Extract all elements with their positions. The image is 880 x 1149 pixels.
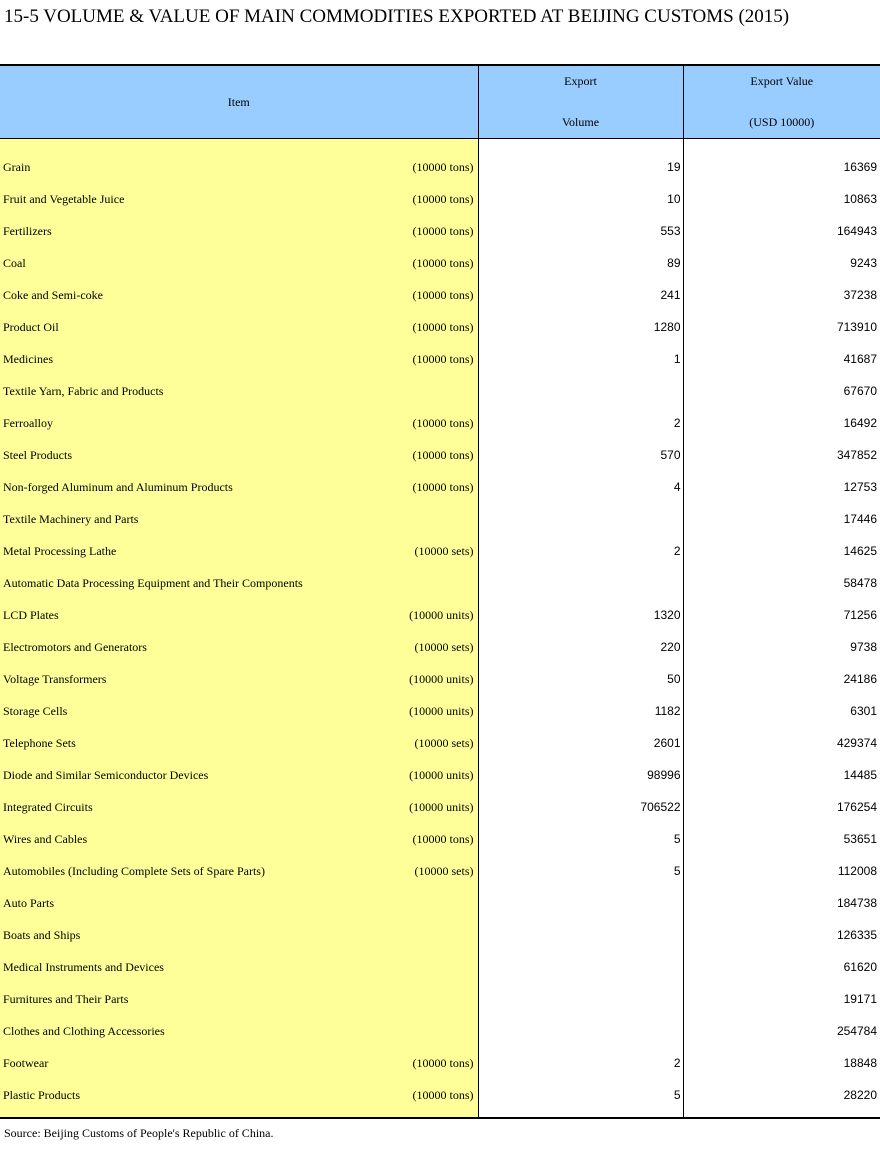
item-unit: (10000 tons): [412, 479, 474, 494]
table-body: [0, 139, 880, 1119]
item-unit: (10000 units): [409, 671, 474, 686]
table-row: [0, 791, 880, 823]
header-export-value: [683, 65, 880, 139]
item-name: Coke and Semi-coke: [3, 287, 103, 302]
export-volume-cell: [478, 503, 683, 535]
item-name: Fertilizers: [3, 223, 52, 238]
table-row: [0, 247, 880, 279]
item-name: LCD Plates: [3, 607, 59, 622]
header-value-line1: Export Value: [750, 74, 814, 88]
source-note: Source: Beijing Customs of People's Republic of China.: [4, 1126, 274, 1140]
item-unit: (10000 tons): [412, 255, 474, 270]
export-volume-cell: 1182: [478, 695, 683, 727]
item-name: Product Oil: [3, 319, 59, 334]
item-cell: [0, 759, 478, 791]
export-value-cell: 14625: [683, 535, 880, 567]
export-value-cell: 67670: [683, 375, 880, 407]
export-value-cell: 254784: [683, 1015, 880, 1047]
export-volume-cell: 1: [478, 343, 683, 375]
export-volume-cell: 5: [478, 823, 683, 855]
item-name: Metal Processing Lathe: [3, 543, 117, 558]
item-cell: [0, 887, 478, 919]
export-volume-cell: [478, 1015, 683, 1047]
item-name: Clothes and Clothing Accessories: [3, 1023, 165, 1038]
item-unit: (10000 tons): [412, 319, 474, 334]
item-cell: [0, 983, 478, 1015]
item-cell: [0, 503, 478, 535]
export-volume-cell: 50: [478, 663, 683, 695]
item-unit: (10000 units): [409, 767, 474, 782]
export-volume-cell: 570: [478, 439, 683, 471]
export-volume-cell: 98996: [478, 759, 683, 791]
export-volume-cell: [478, 887, 683, 919]
item-name: Telephone Sets: [3, 735, 76, 750]
table-row: [0, 139, 880, 184]
export-volume-cell: 4: [478, 471, 683, 503]
export-value-cell: 16492: [683, 407, 880, 439]
export-volume-cell: 1320: [478, 599, 683, 631]
item-name: Furnitures and Their Parts: [3, 991, 129, 1006]
export-value-cell: 184738: [683, 887, 880, 919]
item-cell: [0, 375, 478, 407]
export-volume-cell: 2601: [478, 727, 683, 759]
item-unit: (10000 units): [409, 703, 474, 718]
item-cell: [0, 695, 478, 727]
export-value-cell: 9243: [683, 247, 880, 279]
item-unit: (10000 tons): [412, 831, 474, 846]
item-name: Automobiles (Including Complete Sets of Spare Parts): [3, 863, 265, 878]
export-volume-cell: 1280: [478, 311, 683, 343]
export-value-cell: 126335: [683, 919, 880, 951]
item-unit: (10000 tons): [412, 159, 474, 174]
table-row: [0, 439, 880, 471]
header-item: Item: [0, 65, 478, 139]
item-cell: [0, 1079, 478, 1118]
item-cell: [0, 1047, 478, 1079]
export-volume-cell: 2: [478, 1047, 683, 1079]
export-value-cell: 12753: [683, 471, 880, 503]
item-name: Voltage Transformers: [3, 671, 107, 686]
item-cell: [0, 439, 478, 471]
item-cell: [0, 663, 478, 695]
item-cell: [0, 823, 478, 855]
export-volume-cell: 241: [478, 279, 683, 311]
export-volume-cell: 89: [478, 247, 683, 279]
table-row: [0, 887, 880, 919]
item-name: Non-forged Aluminum and Aluminum Products: [3, 479, 233, 494]
item-unit: (10000 tons): [412, 447, 474, 462]
table-row: [0, 631, 880, 663]
item-unit: (10000 units): [409, 799, 474, 814]
table-row: [0, 1015, 880, 1047]
item-name: Auto Parts: [3, 895, 54, 910]
table-row: [0, 983, 880, 1015]
table-row: [0, 215, 880, 247]
item-cell: [0, 855, 478, 887]
item-cell: [0, 407, 478, 439]
export-volume-cell: [478, 567, 683, 599]
item-unit: (10000 sets): [414, 543, 474, 558]
export-value-cell: 58478: [683, 567, 880, 599]
export-value-cell: 24186: [683, 663, 880, 695]
table-row: [0, 599, 880, 631]
export-value-cell: 176254: [683, 791, 880, 823]
export-volume-cell: 19: [478, 139, 683, 184]
item-name: Wires and Cables: [3, 831, 88, 846]
item-name: Textile Machinery and Parts: [3, 511, 139, 526]
item-unit: (10000 tons): [412, 415, 474, 430]
table-row: [0, 951, 880, 983]
item-name: Coal: [3, 255, 26, 270]
export-value-cell: 28220: [683, 1079, 880, 1118]
item-cell: [0, 599, 478, 631]
export-volume-cell: [478, 983, 683, 1015]
item-cell: [0, 631, 478, 663]
item-cell: [0, 1015, 478, 1047]
item-cell: [0, 343, 478, 375]
item-cell: [0, 247, 478, 279]
page-title: 15-5 VOLUME & VALUE OF MAIN COMMODITIES EXPORTED AT BEIJING CUSTOMS (2015): [4, 6, 790, 27]
table-row: [0, 407, 880, 439]
header-export-volume: [478, 65, 683, 139]
item-name: Fruit and Vegetable Juice: [3, 191, 125, 206]
item-cell: [0, 567, 478, 599]
item-name: Medicines: [3, 351, 53, 366]
item-name: Diode and Similar Semiconductor Devices: [3, 767, 209, 782]
export-value-cell: 9738: [683, 631, 880, 663]
item-name: Electromotors and Generators: [3, 639, 147, 654]
item-unit: (10000 tons): [412, 1055, 474, 1070]
export-volume-cell: [478, 919, 683, 951]
export-value-cell: 71256: [683, 599, 880, 631]
table-row: [0, 183, 880, 215]
table-row: [0, 279, 880, 311]
item-unit: (10000 sets): [414, 735, 474, 750]
item-cell: [0, 139, 478, 184]
item-unit: (10000 sets): [414, 863, 474, 878]
export-volume-cell: 2: [478, 407, 683, 439]
export-value-cell: 429374: [683, 727, 880, 759]
item-cell: [0, 471, 478, 503]
export-value-cell: 37238: [683, 279, 880, 311]
table-row: [0, 759, 880, 791]
header-volume-line2: Volume: [561, 115, 600, 129]
item-name: Grain: [3, 159, 31, 174]
item-cell: [0, 951, 478, 983]
export-volume-cell: 5: [478, 1079, 683, 1118]
item-name: Steel Products: [3, 447, 72, 462]
table-row: [0, 535, 880, 567]
export-volume-cell: 553: [478, 215, 683, 247]
export-value-cell: 53651: [683, 823, 880, 855]
item-name: Textile Yarn, Fabric and Products: [3, 383, 164, 398]
item-unit: (10000 units): [409, 607, 474, 622]
item-name: Plastic Products: [3, 1087, 80, 1102]
item-unit: (10000 tons): [412, 351, 474, 366]
item-name: Automatic Data Processing Equipment and Their Components: [3, 575, 303, 590]
table-row: [0, 727, 880, 759]
export-volume-cell: 220: [478, 631, 683, 663]
item-unit: (10000 tons): [412, 287, 474, 302]
table-row: [0, 919, 880, 951]
item-name: Boats and Ships: [3, 927, 81, 942]
export-value-cell: 41687: [683, 343, 880, 375]
table-row: [0, 823, 880, 855]
table-row: [0, 343, 880, 375]
export-value-cell: 61620: [683, 951, 880, 983]
table-row: [0, 855, 880, 887]
table-row: [0, 471, 880, 503]
header-value-line2: (USD 10000): [749, 115, 815, 129]
export-volume-cell: 706522: [478, 791, 683, 823]
export-volume-cell: [478, 951, 683, 983]
export-volume-cell: 5: [478, 855, 683, 887]
item-cell: [0, 279, 478, 311]
table-row: [0, 1079, 880, 1118]
commodities-table: [0, 64, 880, 1119]
table-row: [0, 375, 880, 407]
export-value-cell: 16369: [683, 139, 880, 184]
item-cell: [0, 311, 478, 343]
table-row: [0, 503, 880, 535]
item-cell: [0, 791, 478, 823]
table-row: [0, 663, 880, 695]
export-value-cell: 347852: [683, 439, 880, 471]
item-unit: (10000 tons): [412, 1087, 474, 1102]
table-row: [0, 567, 880, 599]
item-cell: [0, 727, 478, 759]
table-row: [0, 1047, 880, 1079]
item-name: Footwear: [3, 1055, 49, 1070]
export-volume-cell: 2: [478, 535, 683, 567]
table-header: [0, 65, 880, 139]
export-value-cell: 164943: [683, 215, 880, 247]
export-value-cell: 10863: [683, 183, 880, 215]
export-value-cell: 18848: [683, 1047, 880, 1079]
export-value-cell: 19171: [683, 983, 880, 1015]
table-row: [0, 695, 880, 727]
item-unit: (10000 tons): [412, 223, 474, 238]
item-name: Ferroalloy: [3, 415, 53, 430]
item-cell: [0, 183, 478, 215]
export-value-cell: 6301: [683, 695, 880, 727]
item-unit: (10000 sets): [414, 639, 474, 654]
item-cell: [0, 919, 478, 951]
item-name: Storage Cells: [3, 703, 68, 718]
item-cell: [0, 215, 478, 247]
header-volume-line1: Export: [564, 74, 597, 88]
item-unit: (10000 tons): [412, 191, 474, 206]
item-name: Medical Instruments and Devices: [3, 959, 164, 974]
item-cell: [0, 535, 478, 567]
item-name: Integrated Circuits: [3, 799, 93, 814]
export-value-cell: 14485: [683, 759, 880, 791]
export-volume-cell: 10: [478, 183, 683, 215]
export-value-cell: 17446: [683, 503, 880, 535]
export-value-cell: 112008: [683, 855, 880, 887]
table-row: [0, 311, 880, 343]
export-volume-cell: [478, 375, 683, 407]
export-value-cell: 713910: [683, 311, 880, 343]
